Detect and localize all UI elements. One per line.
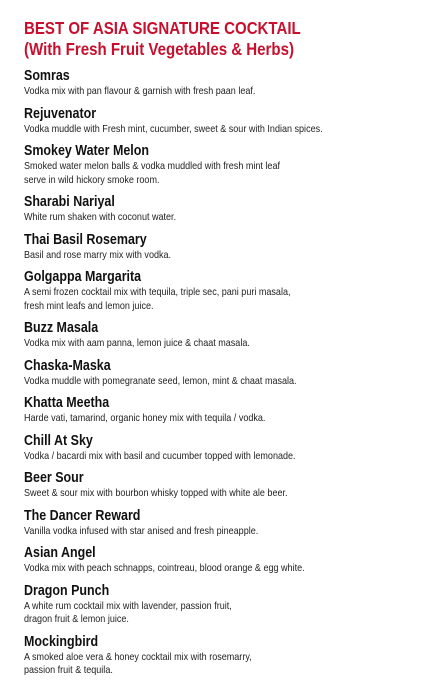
cocktail-description: [24, 450, 365, 464]
cocktail-item: [24, 194, 421, 225]
description-line: dragon fruit & lemon juice.: [24, 613, 129, 625]
description-line: Vodka mix with peach schnapps, cointreau, blood orange & egg white.: [24, 562, 305, 574]
cocktail-description: [24, 123, 365, 137]
description-line: Vodka muddle with Fresh mint, cucumber, sweet & sour with Indian spices.: [24, 122, 323, 135]
cocktail-description: [24, 562, 365, 576]
description-line: passion fruit & tequila.: [24, 664, 113, 676]
menu-subtitle: (With Fresh Fruit Vegetables & Herbs): [24, 39, 294, 59]
menu-title: BEST OF ASIA SIGNATURE COCKTAIL: [24, 18, 301, 38]
description-line: Vodka mix with aam panna, lemon juice & chaat masala.: [24, 337, 250, 349]
description-line: Harde vati, tamarind, organic honey mix with tequila / vodka.: [24, 412, 266, 424]
cocktail-description: [24, 286, 365, 313]
cocktail-description: [24, 651, 365, 678]
cocktail-name: Khatta Meetha: [24, 395, 110, 411]
cocktail-description: [24, 249, 365, 263]
cocktail-item: [24, 143, 421, 187]
cocktail-item: [24, 395, 421, 426]
cocktail-description: [24, 600, 365, 627]
cocktail-name: Beer Sour: [24, 470, 84, 486]
cocktail-name: Chaska-Maska: [24, 357, 111, 374]
description-line: serve in wild hickory smoke room.: [24, 173, 160, 186]
cocktail-description: [24, 375, 365, 389]
cocktail-item: [24, 320, 421, 351]
cocktail-name: Mockingbird: [24, 633, 99, 650]
description-line: Vodka mix with pan flavour & garnish with fresh paan leaf.: [24, 85, 256, 97]
cocktail-item: [24, 634, 421, 678]
menu-header: [24, 18, 421, 60]
cocktail-item: [24, 358, 421, 389]
description-line: fresh mint leafs and lemon juice.: [24, 299, 154, 312]
description-line: A smoked aloe vera & honey cocktail mix with rosemarry,: [24, 650, 252, 663]
cocktail-item: [24, 68, 421, 99]
cocktail-description: [24, 337, 365, 351]
cocktail-name: Dragon Punch: [24, 582, 110, 599]
cocktail-description: [24, 525, 365, 539]
cocktail-name: Sharabi Nariyal: [24, 194, 115, 210]
cocktail-name: Asian Angel: [24, 545, 96, 561]
description-line: Vanilla vodka infused with star anised and fresh pineapple.: [24, 524, 259, 537]
description-line: Basil and rose marry mix with vodka.: [24, 248, 172, 261]
description-line: Smoked water melon balls & vodka muddled with fresh mint leaf: [24, 160, 280, 172]
cocktail-name: Chill At Sky: [24, 432, 93, 449]
cocktail-item: [24, 232, 421, 263]
description-line: White rum shaken with coconut water.: [24, 211, 177, 223]
cocktail-list: [24, 68, 421, 678]
description-line: Vodka muddle with pomegranate seed, lemon, mint & chaat masala.: [24, 374, 297, 387]
cocktail-item: [24, 508, 421, 539]
cocktail-name: Rejuvenator: [24, 105, 97, 122]
cocktail-name: Thai Basil Rosemary: [24, 231, 147, 248]
cocktail-name: Buzz Masala: [24, 320, 99, 336]
cocktail-name: Somras: [24, 68, 70, 84]
cocktail-item: [24, 269, 421, 313]
cocktail-description: [24, 85, 365, 99]
cocktail-description: [24, 211, 365, 225]
description-line: A semi frozen cocktail mix with tequila, triple sec, pani puri masala,: [24, 286, 291, 298]
cocktail-name: Golgappa Margarita: [24, 269, 142, 285]
description-line: Vodka / bacardi mix with basil and cucumber topped with lemonade.: [24, 449, 296, 462]
cocktail-item: [24, 583, 421, 627]
cocktail-item: [24, 106, 421, 137]
cocktail-name: The Dancer Reward: [24, 507, 141, 524]
cocktail-name: Smokey Water Melon: [24, 143, 149, 159]
description-line: Sweet & sour mix with bourbon whisky topped with white ale beer.: [24, 487, 288, 499]
cocktail-description: [24, 412, 365, 426]
cocktail-item: [24, 433, 421, 464]
description-line: A white rum cocktail mix with lavender, passion fruit,: [24, 599, 232, 612]
cocktail-description: [24, 487, 365, 501]
cocktail-item: [24, 470, 421, 501]
cocktail-description: [24, 160, 365, 187]
cocktail-item: [24, 545, 421, 576]
